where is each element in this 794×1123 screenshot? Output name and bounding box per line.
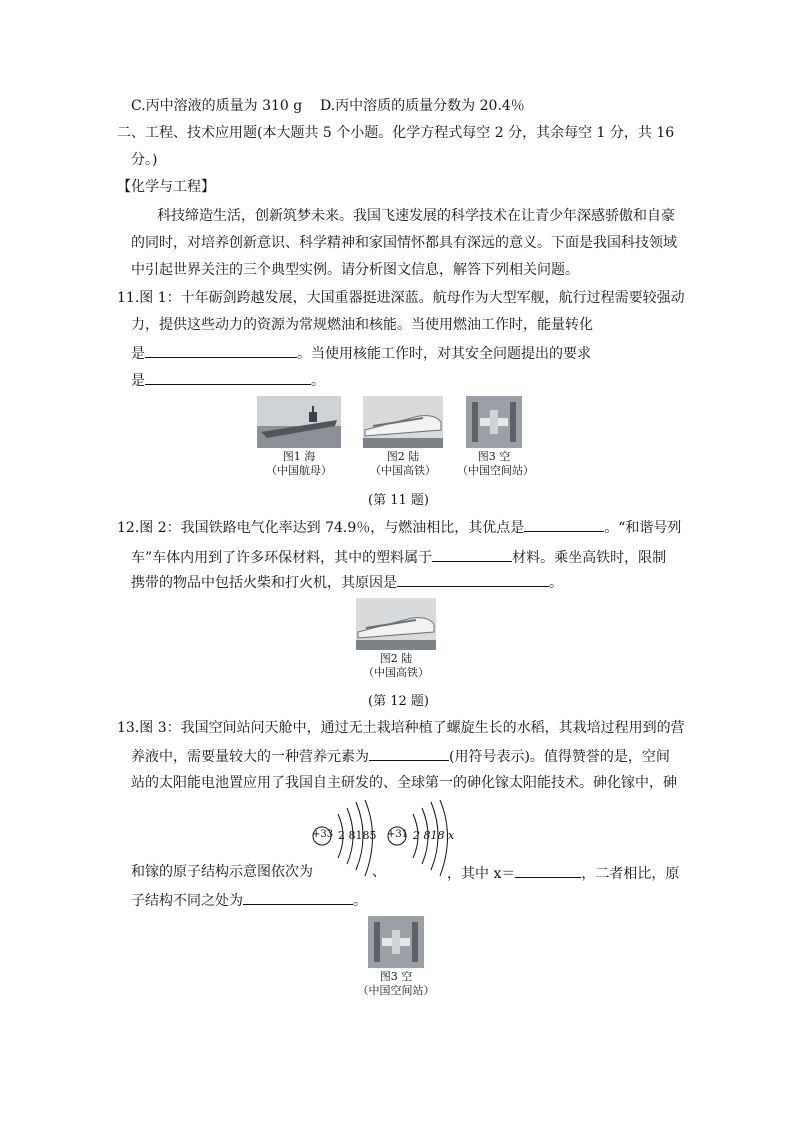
figure-carrier [256, 396, 342, 478]
figure-subtitle: （中国高铁） [370, 464, 436, 477]
q13-line-2: 养液中，需要量较大的一种营养元素为 (用符号表示)。值得赞誉的是，空间 [131, 745, 670, 767]
figure-subtitle: （中国空间站） [457, 464, 534, 477]
q12-line-1: 12.图 2：我国铁路电气化率达到 74.9％，与燃油相比，其优点是 。“和谐号列 [117, 516, 681, 538]
figure-subtitle: （中国航母） [266, 464, 332, 477]
q11-line-4: 是 。 [131, 369, 325, 391]
q13-line-4-sep: 、 [372, 864, 386, 880]
q13-line-4-rest: ，其中 x＝ ，二者相比，原 [447, 862, 679, 884]
q11-line-3: 是 。当使用核能工作时，对其安全问题提出的要求 [131, 342, 591, 364]
answer-blank[interactable] [515, 862, 581, 878]
answer-blank[interactable] [243, 889, 353, 905]
option-c: C.丙中溶液的质量为 310 g [131, 98, 303, 114]
q11-line-1: 11.图 1：十年砺剑跨越发展，大国重器挺进深蓝。航母作为大型军舰，航行过程需要较强动 [117, 290, 685, 306]
high-speed-train-photo [356, 598, 436, 650]
q12-line-3: 携带的物品中包括火柴和打火机，其原因是 。 [131, 571, 563, 593]
figure-title: 图3 空 [379, 970, 413, 983]
space-station-photo [466, 396, 522, 448]
high-speed-train-photo [363, 396, 443, 448]
answer-blank[interactable] [397, 571, 549, 587]
q11-line-2: 力，提供这些动力的资源为常规燃油和核能。当使用燃油工作时，能量转化 [131, 317, 593, 333]
figure-title: 图2 陆 [386, 450, 420, 463]
figure-title: 图2 陆 [379, 652, 413, 665]
intro-line-3: 中引起世界关注的三个典型实例。请分析图文信息，解答下列相关问题。 [131, 262, 579, 278]
option-d: D.丙中溶质的质量分数为 20.4％ [320, 98, 525, 114]
answer-blank[interactable] [432, 546, 512, 562]
answer-blank[interactable] [145, 342, 297, 358]
figure-train-q12 [355, 598, 437, 680]
figure-train [362, 396, 444, 478]
figure-title: 图1 海 [282, 450, 316, 463]
answer-blank[interactable] [145, 369, 311, 385]
q12-line-2: 车”车体内用到了许多环保材料，其中的塑料属于 材料。乘坐高铁时，限制 [131, 546, 666, 568]
aircraft-carrier-photo [257, 396, 341, 448]
intro-line-1: 科技缔造生活，创新筑梦未来。我国飞速发展的科学技术在让青少年深感骄傲和自豪 [157, 208, 675, 224]
atom-shell-electrons: 2 818 x [413, 829, 455, 842]
figure-subtitle: （中国空间站） [357, 984, 435, 997]
section-header-cont: 分。) [131, 152, 158, 168]
intro-line-2: 的同时，对培养创新意识、科学精神和家国情怀都具有深远的意义。下面是我国科技领域 [131, 235, 677, 251]
figure-subtitle: （中国高铁） [363, 666, 429, 679]
figure-title: 图3 空 [477, 450, 511, 463]
q13-line-3: 站的太阳能电池置应用了我国自主研发的、全球第一的砷化镓太阳能技术。砷化镓中，砷 [131, 775, 677, 791]
answer-blank[interactable] [524, 516, 604, 532]
figure-station [457, 396, 534, 478]
q13-line-5: 子结构不同之处为 。 [131, 889, 367, 911]
q13-line-1: 13.图 3：我国空间站问天舱中，通过无土栽培种植了螺旋生长的水稻，其栽培过程用到的营 [117, 720, 685, 736]
section-header: 二、工程、技术应用题(本大题共 5 个小题。化学方程式每空 2 分，其余每空 1 分，共 16 [117, 125, 675, 141]
answer-blank[interactable] [369, 745, 449, 761]
q11-caption: (第 11 题) [368, 493, 429, 508]
atom-nucleus-label: +33 [312, 829, 334, 840]
figure-station-q13 [355, 916, 437, 998]
q13-line-4-pre: 和镓的原子结构示意图依次为 [131, 864, 313, 880]
space-station-photo [368, 916, 424, 968]
q12-caption: (第 12 题) [368, 694, 429, 709]
subsection-title: 【化学与工程】 [117, 179, 215, 195]
atom-shell-electrons: 2 8185 [338, 829, 377, 842]
atom-nucleus-label: +31 [387, 829, 409, 840]
